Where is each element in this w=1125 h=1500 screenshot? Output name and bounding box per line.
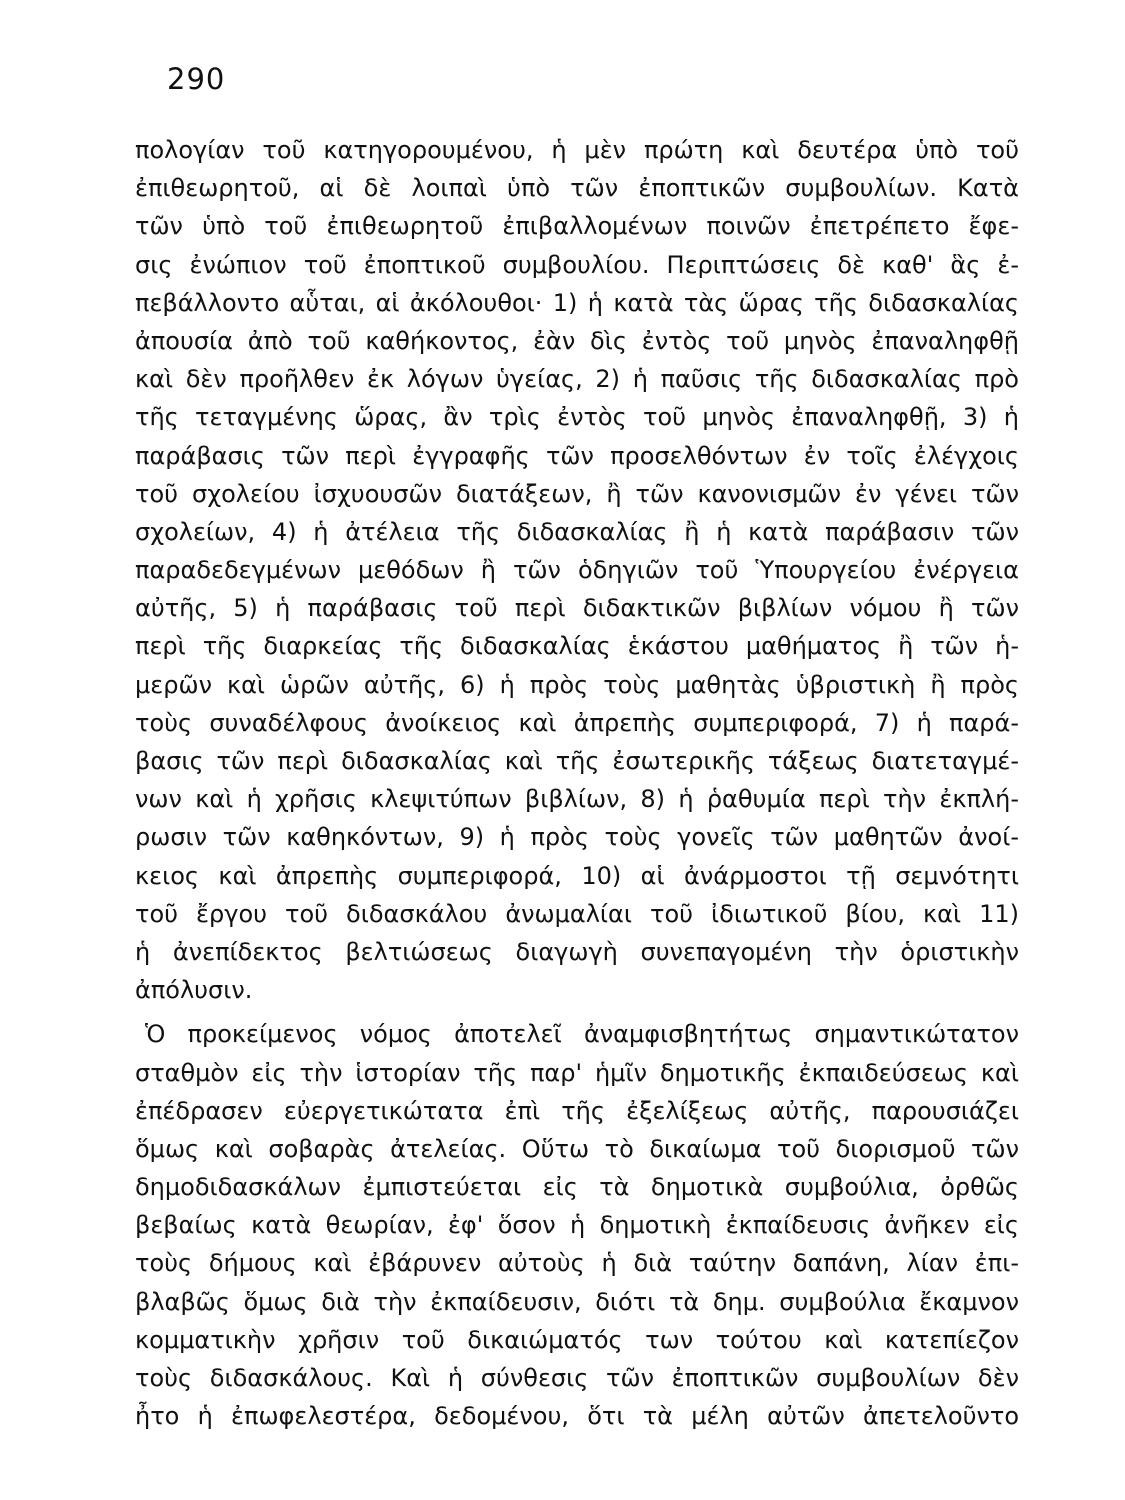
text-line: νων καὶ ἡ χρῆσις κλεψιτύπων βιβλίων, 8) ἡ ῥαθυμία περὶ τὴν ἐκπλή-	[135, 785, 1019, 814]
text-line: παράβασις τῶν περὶ ἐγγραφῆς τῶν προσελθόντων ἐν τοῖς ἐλέγχοις	[135, 441, 1019, 470]
text-line: τῆς τεταγμένης ὥρας, ἂν τρὶς ἐντὸς τοῦ μηνὸς ἐπαναληφθῇ, 3) ἡ	[135, 403, 1019, 432]
text-line: αὐτῆς, 5) ἡ παράβασις τοῦ περὶ διδακτικῶν βιβλίων νόμου ἢ τῶν	[135, 594, 1019, 623]
text-line: ἀπόλυσιν.	[135, 976, 253, 1005]
page-number: 290	[167, 62, 226, 96]
text-line: τοὺς διδασκάλους. Καὶ ἡ σύνθεσις τῶν ἐποπτικῶν συμβουλίων δὲν	[135, 1364, 1019, 1392]
text-line: κομματικὴν χρῆσιν τοῦ δικαιώματός των τούτου καὶ κατεπίεζον	[135, 1325, 1019, 1354]
text-line: παραδεδεγμένων μεθόδων ἢ τῶν ὁδηγιῶν τοῦ Ὑπουργείου ἐνέργεια	[135, 556, 1019, 585]
paragraph-2	[135, 1015, 1019, 1435]
text-line: περὶ τῆς διαρκείας τῆς διδασκαλίας ἑκάστου μαθήματος ἢ τῶν ἡ-	[135, 632, 1019, 661]
text-line: μερῶν καὶ ὡρῶν αὐτῆς, 6) ἡ πρὸς τοὺς μαθητὰς ὑβριστικὴ ἢ πρὸς	[135, 670, 1019, 699]
text-line: ἐπιθεωρητοῦ, αἱ δὲ λοιπαὶ ὑπὸ τῶν ἐποπτικῶν συμβουλίων. Κατὰ	[135, 174, 1019, 203]
text-line: ἦτο ἡ ἐπωφελεστέρα, δεδομένου, ὅτι τὰ μέλη αὐτῶν ἀπετελοῦντο	[135, 1402, 1019, 1431]
text-line: ρωσιν τῶν καθηκόντων, 9) ἡ πρὸς τοὺς γονεῖς τῶν μαθητῶν ἀνοί-	[135, 823, 1019, 852]
text-line: βασις τῶν περὶ διδασκαλίας καὶ τῆς ἐσωτερικῆς τάξεως διατεταγμέ-	[135, 747, 1019, 775]
text-line: τοὺς δήμους καὶ ἐβάρυνεν αὐτοὺς ἡ διὰ ταύτην δαπάνη, λίαν ἐπι-	[135, 1249, 1019, 1278]
text-line: κειος καὶ ἀπρεπὴς συμπεριφορά, 10) αἱ ἀνάρμοστοι τῇ σεμνότητι	[135, 861, 1019, 890]
paragraph-1	[135, 131, 1019, 1009]
text-line: τοῦ σχολείου ἰσχυουσῶν διατάξεων, ἢ τῶν κανονισμῶν ἐν γένει τῶν	[135, 479, 1019, 508]
text-line: τοὺς συναδέλφους ἀνοίκειος καὶ ἀπρεπὴς συμπεριφορά, 7) ἡ παρά-	[135, 708, 1019, 737]
text-line: σχολείων, 4) ἡ ἀτέλεια τῆς διδασκαλίας ἢ ἡ κατὰ παράβασιν τῶν	[135, 517, 1019, 546]
text-line: τοῦ ἔργου τοῦ διδασκάλου ἀνωμαλίαι τοῦ ἰδιωτικοῦ βίου, καὶ 11)	[135, 899, 1019, 928]
text-line: ἐπέδρασεν εὐεργετικώτατα ἐπὶ τῆς ἐξελίξεως αὐτῆς, παρουσιάζει	[135, 1096, 1019, 1125]
text-line: ἀπουσία ἀπὸ τοῦ καθήκοντος, ἐὰν δὶς ἐντὸς τοῦ μηνὸς ἐπαναληφθῇ	[135, 326, 1019, 355]
text-line: τῶν ὑπὸ τοῦ ἐπιθεωρητοῦ ἐπιβαλλομένων ποινῶν ἐπετρέπετο ἔφε-	[135, 212, 1019, 241]
text-line: σις ἐνώπιον τοῦ ἐποπτικοῦ συμβουλίου. Περιπτώσεις δὲ καθ' ἃς ἐ-	[135, 250, 1019, 279]
text-line: πολογίαν τοῦ κατηγορουμένου, ἡ μὲν πρώτη καὶ δευτέρα ὑπὸ τοῦ	[135, 136, 1019, 164]
body-text	[135, 131, 1019, 1435]
text-line: βλαβῶς ὅμως διὰ τὴν ἐκπαίδευσιν, διότι τὰ δημ. συμβούλια ἔκαμνον	[135, 1287, 1019, 1316]
text-line: δημοδιδασκάλων ἐμπιστεύεται εἰς τὰ δημοτικὰ συμβούλια, ὀρθῶς	[135, 1173, 1019, 1202]
text-line: ὅμως καὶ σοβαρὰς ἀτελείας. Οὕτω τὸ δικαίωμα τοῦ διορισμοῦ τῶν	[135, 1134, 1019, 1163]
text-line: καὶ δὲν προῆλθεν ἐκ λόγων ὑγείας, 2) ἡ παῦσις τῆς διδασκαλίας πρὸ	[135, 365, 1019, 394]
text-line: Ὁ προκείμενος νόμος ἀποτελεῖ ἀναμφισβητήτως σημαντικώτατον	[145, 1020, 1019, 1049]
text-line: σταθμὸν εἰς τὴν ἱστορίαν τῆς παρ' ἡμῖν δημοτικῆς ἐκπαιδεύσεως καὶ	[135, 1058, 1019, 1087]
text-line: πεβάλλοντο αὗται, αἱ ἀκόλουθοι· 1) ἡ κατὰ τὰς ὥρας τῆς διδασκαλίας	[135, 288, 1019, 317]
text-line: βεβαίως κατὰ θεωρίαν, ἐφ' ὅσον ἡ δημοτικὴ ἐκπαίδευσις ἀνῆκεν εἰς	[135, 1211, 1019, 1240]
text-line: ἡ ἀνεπίδεκτος βελτιώσεως διαγωγὴ συνεπαγομένη τὴν ὁριστικὴν	[135, 937, 1019, 966]
